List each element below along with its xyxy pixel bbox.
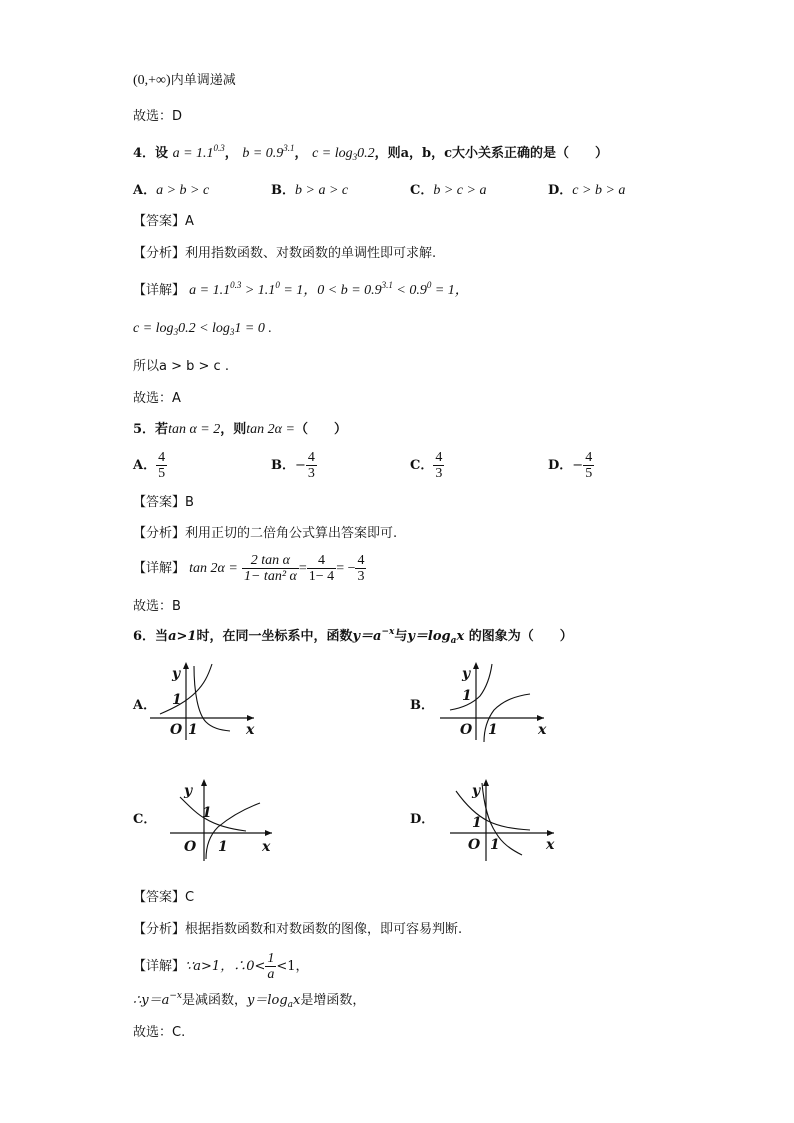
x-label: x xyxy=(538,722,547,738)
y-axis-arrow xyxy=(483,779,489,786)
option-sign: − xyxy=(572,458,584,473)
detail-label: 【详解】 xyxy=(133,561,186,576)
q6-f2 xyxy=(407,629,464,644)
d2c: y＝log xyxy=(247,993,288,1008)
q5-option-a[interactable] xyxy=(133,450,167,481)
curve-log-decreasing xyxy=(482,783,522,855)
q6-f1-exp: −x xyxy=(381,627,395,637)
d2a-base: 3 xyxy=(173,327,179,337)
q5-prefix: 若 xyxy=(155,422,169,437)
curve-decreasing xyxy=(194,666,230,731)
detail-frac-3 xyxy=(355,553,366,584)
x-axis-arrow xyxy=(247,715,254,721)
q5-math-1: tan α = 2 xyxy=(168,422,221,437)
q6-s4: 的图象为（ ） xyxy=(468,629,573,644)
x-axis-arrow xyxy=(547,830,554,836)
option-fraction xyxy=(583,450,594,481)
q6-option-a-letter[interactable]: A． xyxy=(133,698,157,713)
x-label: x xyxy=(246,722,255,738)
q4-b-def xyxy=(242,143,295,161)
d2a: ∴y＝a xyxy=(133,993,170,1008)
q6-conclusion: 故选：C. xyxy=(133,1025,186,1040)
q6-number: 6． xyxy=(133,629,156,644)
q6-option-b-letter[interactable]: B． xyxy=(410,698,434,713)
q5-option-d[interactable] xyxy=(548,450,594,481)
y-axis-arrow xyxy=(201,779,207,786)
q6-answer xyxy=(133,889,194,907)
frac-den: 3 xyxy=(357,569,365,584)
continuation-line xyxy=(133,72,236,90)
tick-one-y: 1 xyxy=(462,688,472,704)
analysis-text: 利用指数函数、对数函数的单调性即可求解. xyxy=(185,246,437,261)
q4-detail-3: 所以a > b > c . xyxy=(133,359,229,374)
q6-s1: 当 xyxy=(155,629,169,644)
d1a: a = 1.1 xyxy=(189,283,231,298)
q5-stem xyxy=(133,421,347,439)
q6-graph-a[interactable] xyxy=(150,658,262,744)
curve-log-increasing xyxy=(206,803,260,859)
interval-math: (0,+∞) xyxy=(133,73,171,88)
q5-math-2: tan 2α = xyxy=(246,422,295,437)
q4-suffix: ，则a，b，c大小关系正确的是（ ） xyxy=(374,146,609,161)
answer-value: C xyxy=(185,890,195,905)
frac-den: 5 xyxy=(158,466,166,481)
d1d: < 0.9 xyxy=(392,283,427,298)
detail-label: 【详解】 xyxy=(133,959,186,974)
option-fraction xyxy=(306,450,317,481)
frac-den: 3 xyxy=(307,466,315,481)
q4-c-def xyxy=(312,146,375,161)
d1c: = 1，0 < b = 0.9 xyxy=(279,283,382,298)
q4-stem: 4．设 $a = 1.1^{0.3}$， $b = 0.9^{3.1}$， $c = \log_30.2$，则a，b，c大小关系正确的是（ ） xyxy=(133,143,609,162)
q4-option-c[interactable] xyxy=(410,182,486,200)
detail-lhs: tan 2α = xyxy=(189,561,238,576)
y-axis-arrow xyxy=(183,662,189,669)
q6-option-c-letter[interactable]: C． xyxy=(133,812,157,827)
d2b-base: 3 xyxy=(229,327,235,337)
tick-one-y: 1 xyxy=(472,815,482,831)
frac-den: 1− tan² α xyxy=(243,569,297,584)
option-sign: − xyxy=(295,458,306,473)
q6-option-d-letter[interactable]: D． xyxy=(410,812,435,827)
y-axis-arrow xyxy=(473,662,479,669)
detail-frac-1 xyxy=(242,553,299,584)
d1b-exp: 0 xyxy=(275,280,280,290)
d2c-base: a xyxy=(287,1000,294,1010)
q5-analysis xyxy=(133,525,397,543)
y-label: y xyxy=(184,783,193,799)
frac-num: 4 xyxy=(357,553,365,568)
q5-answer xyxy=(133,494,194,512)
q4-option-a[interactable] xyxy=(133,182,209,200)
q6-cond: a>1 xyxy=(168,629,197,644)
option-letter: B． xyxy=(271,458,295,473)
tick-one-y: 1 xyxy=(202,805,212,821)
option-letter: C． xyxy=(410,458,434,473)
q4-a-def xyxy=(172,143,225,161)
q5-option-c[interactable] xyxy=(410,450,444,481)
q6-f1-base: y＝a xyxy=(352,629,382,644)
option-text: b > a > c xyxy=(295,183,349,198)
origin-label: O xyxy=(184,839,197,855)
q6-analysis xyxy=(133,921,462,939)
d2e: 是增函数， xyxy=(300,993,366,1008)
y-label: y xyxy=(462,666,471,682)
q6-graph-d[interactable] xyxy=(450,775,562,863)
answer-value: A xyxy=(185,214,194,229)
analysis-label: 【分析】 xyxy=(133,922,186,937)
option-letter: D． xyxy=(548,458,573,473)
origin-label: O xyxy=(460,722,473,738)
q6-f1 xyxy=(352,629,394,644)
x-axis-arrow xyxy=(537,715,544,721)
q5-option-b[interactable] xyxy=(271,450,317,481)
q5-detail xyxy=(133,553,366,584)
q4-detail-1 xyxy=(133,282,469,300)
q4-b-base: b = 0.9 xyxy=(242,146,284,161)
d1c-exp: 3.1 xyxy=(381,280,393,290)
frac-num: 4 xyxy=(307,450,315,465)
origin-label: O xyxy=(170,722,183,738)
option-text: c > b > a xyxy=(572,183,626,198)
q4-detail-math xyxy=(189,280,469,298)
d1e: = 1， xyxy=(431,283,469,298)
option-letter: B． xyxy=(271,183,295,198)
q6-detail-1 xyxy=(133,951,309,982)
analysis-label: 【分析】 xyxy=(133,526,186,541)
detail-frac-2 xyxy=(307,553,336,584)
d2b: 是减函数， xyxy=(182,993,248,1008)
q6-graph-b[interactable] xyxy=(440,658,552,744)
d2a-exp: −x xyxy=(169,991,182,1001)
frac-den: a xyxy=(267,967,275,982)
tick-one-x: 1 xyxy=(188,722,198,738)
q4-prefix: 设 xyxy=(155,146,169,161)
answer-label: 【答案】 xyxy=(133,214,186,229)
tick-one-x: 1 xyxy=(490,837,500,853)
q4-answer xyxy=(133,213,194,231)
d2a: c = log xyxy=(133,321,174,336)
frac-num: 4 xyxy=(307,553,336,569)
detail-label: 【详解】 xyxy=(133,283,186,298)
frac-num: 4 xyxy=(585,450,593,465)
d1a-exp: 0.3 xyxy=(230,280,242,290)
prev-conclusion: 故选：D xyxy=(133,109,183,124)
q6-s3: 与 xyxy=(394,629,408,644)
q4-c-log: c = log xyxy=(312,146,353,161)
d2d: x xyxy=(293,993,301,1008)
answer-label: 【答案】 xyxy=(133,495,186,510)
q6-detail-2 xyxy=(133,992,365,1010)
d1a: ∵a>1，∴0< xyxy=(185,959,266,974)
q4-option-d[interactable] xyxy=(548,182,625,200)
frac-den: 1− 4 xyxy=(308,569,335,584)
q5-suffix: （ ） xyxy=(294,422,347,437)
q4-a-exp: 0.3 xyxy=(213,143,225,153)
x-axis-arrow xyxy=(265,830,272,836)
frac-den: 5 xyxy=(585,466,593,481)
option-text: b > c > a xyxy=(433,183,487,198)
option-fraction xyxy=(156,450,167,481)
q6-s2: 时，在同一坐标系中，函数 xyxy=(196,629,353,644)
continuation-text: 内单调递减 xyxy=(170,73,236,88)
q4-number: 4． xyxy=(133,146,156,161)
option-letter: D． xyxy=(548,183,573,198)
origin-label: O xyxy=(468,837,481,853)
option-letter: A． xyxy=(133,458,157,473)
tick-one-x: 1 xyxy=(218,839,228,855)
frac-num: 2 tan α xyxy=(242,553,299,569)
analysis-label: 【分析】 xyxy=(133,246,186,261)
x-label: x xyxy=(262,839,271,855)
d1b: > 1.1 xyxy=(241,283,276,298)
q4-detail-2 xyxy=(133,320,272,338)
detail-frac xyxy=(265,951,276,982)
d2b: 0.2 < log xyxy=(178,321,230,336)
q4-conclusion: 故选：A xyxy=(133,391,181,406)
q5-conclusion: 故选：B xyxy=(133,599,181,614)
q5-number: 5． xyxy=(133,422,156,437)
q6-f2-log: y＝log xyxy=(407,629,451,644)
analysis-text: 根据指数函数和对数函数的图像，即可容易判断. xyxy=(185,922,463,937)
q4-option-b[interactable] xyxy=(271,182,348,200)
q6-f2-arg: x xyxy=(456,629,465,644)
detail-eq-2: = − xyxy=(336,561,356,576)
frac-num: 4 xyxy=(435,450,443,465)
y-label: y xyxy=(172,666,181,682)
q5-mid: ，则 xyxy=(220,422,247,437)
q4-b-exp: 3.1 xyxy=(283,143,295,153)
q6-f2-base: a xyxy=(450,636,457,646)
analysis-text: 利用正切的二倍角公式算出答案即可. xyxy=(185,526,398,541)
frac-num: 1 xyxy=(267,951,275,966)
q4-a-base: a = 1.1 xyxy=(172,146,214,161)
d1b: <1， xyxy=(276,959,309,974)
d2c: 1 = 0 . xyxy=(234,321,272,336)
option-fraction xyxy=(433,450,444,481)
q4-c-arg: 0.2 xyxy=(357,146,375,161)
frac-den: 3 xyxy=(435,466,443,481)
y-label: y xyxy=(472,783,481,799)
q6-graph-c[interactable] xyxy=(170,775,282,863)
option-text: a > b > c xyxy=(156,183,210,198)
detail-eq: = xyxy=(298,561,307,576)
answer-value: B xyxy=(185,495,194,510)
q6-stem xyxy=(133,628,573,646)
x-label: x xyxy=(546,837,555,853)
d1d-exp: 0 xyxy=(426,280,432,290)
option-letter: C． xyxy=(410,183,434,198)
frac-num: 4 xyxy=(158,450,166,465)
answer-label: 【答案】 xyxy=(133,890,186,905)
option-letter: A． xyxy=(133,183,157,198)
tick-one-y: 1 xyxy=(172,692,182,708)
curve-exponential-decreasing xyxy=(456,791,530,830)
q4-c-base: 3 xyxy=(352,152,358,162)
tick-one-x: 1 xyxy=(488,722,498,738)
q4-analysis xyxy=(133,245,436,263)
